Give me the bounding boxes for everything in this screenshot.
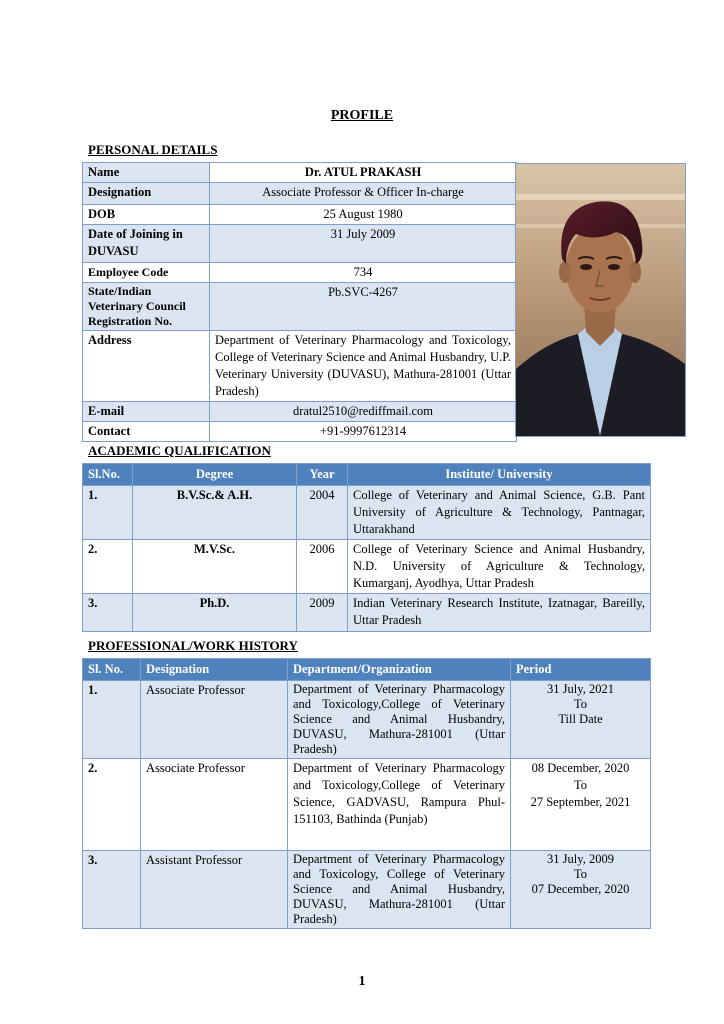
period-from: 08 December, 2020 xyxy=(531,761,630,775)
label-registration: State/Indian Veterinary Council Registration No. xyxy=(83,283,210,331)
academic-col-year: Year xyxy=(297,464,348,486)
personal-row-joining xyxy=(83,225,517,263)
label-email: E-mail xyxy=(83,402,210,422)
work-designation: Associate Professor xyxy=(141,681,288,759)
period-to: 07 December, 2020 xyxy=(531,882,630,896)
value-registration: Pb.SVC-4267 xyxy=(210,283,517,331)
academic-year: 2006 xyxy=(297,540,348,594)
page-title: PROFILE xyxy=(330,108,394,123)
work-period xyxy=(511,681,651,759)
profile-photo xyxy=(515,163,686,437)
personal-row-employee-code xyxy=(83,263,517,283)
academic-sl: 3. xyxy=(83,594,133,632)
value-designation: Associate Professor & Officer In-charge xyxy=(210,183,517,205)
work-col-designation: Designation xyxy=(141,659,288,681)
value-employee-code: 734 xyxy=(210,263,517,283)
personal-row-designation xyxy=(83,183,517,205)
personal-row-contact xyxy=(83,422,517,442)
work-col-department: Department/Organization xyxy=(288,659,511,681)
academic-degree: M.V.Sc. xyxy=(133,540,297,594)
page-number: 1 xyxy=(358,974,366,989)
academic-table xyxy=(82,463,651,632)
personal-row-email xyxy=(83,402,517,422)
personal-row-address xyxy=(83,331,517,402)
label-joining: Date of Joining in DUVASU xyxy=(83,225,210,263)
label-name: Name xyxy=(83,163,210,183)
work-period xyxy=(511,851,651,929)
work-sl: 3. xyxy=(83,851,141,929)
academic-institute: Indian Veterinary Research Institute, Izatnagar, Bareilly, Uttar Pradesh xyxy=(348,594,651,632)
period-from: 31 July, 2021 xyxy=(547,682,614,696)
work-col-period: Period xyxy=(511,659,651,681)
period-from: 31 July, 2009 xyxy=(547,852,614,866)
academic-row xyxy=(83,540,651,594)
label-dob: DOB xyxy=(83,205,210,225)
work-row xyxy=(83,759,651,851)
work-history-heading: PROFESSIONAL/WORK HISTORY xyxy=(88,638,298,653)
work-history-table xyxy=(82,658,651,929)
academic-degree: Ph.D. xyxy=(133,594,297,632)
academic-institute: College of Veterinary Science and Animal Husbandry, N.D. University of Agriculture & Technology, Kumarganj, Ayodhya, Uttar Pradesh xyxy=(348,540,651,594)
value-dob: 25 August 1980 xyxy=(210,205,517,225)
personal-details-table xyxy=(82,162,517,442)
academic-col-sl: Sl.No. xyxy=(83,464,133,486)
academic-sl: 1. xyxy=(83,486,133,540)
work-department: Department of Veterinary Pharmacology and Toxicology,College of Veterinary Science and Animal Husbandry, DUVASU, Mathura-281001 (Uttar Pradesh) xyxy=(288,681,511,759)
label-designation: Designation xyxy=(83,183,210,205)
academic-row xyxy=(83,486,651,540)
work-sl: 1. xyxy=(83,681,141,759)
value-joining: 31 July 2009 xyxy=(210,225,517,263)
value-contact: +91-9997612314 xyxy=(210,422,517,442)
value-address: Department of Veterinary Pharmacology and Toxicology, College of Veterinary Science and Animal Husbandry, U.P. Veterinary University (DUVASU), Mathura-281001 (Uttar Pradesh) xyxy=(210,331,517,402)
personal-row-registration xyxy=(83,283,517,331)
academic-year: 2004 xyxy=(297,486,348,540)
label-address: Address xyxy=(83,331,210,402)
work-department: Department of Veterinary Pharmacology and Toxicology,College of Veterinary Science, GADVASU, Rampura Phul-151103, Bathinda (Punjab) xyxy=(288,759,511,851)
work-designation: Assistant Professor xyxy=(141,851,288,929)
academic-header-row xyxy=(83,464,651,486)
work-sl: 2. xyxy=(83,759,141,851)
academic-degree: B.V.Sc.& A.H. xyxy=(133,486,297,540)
portrait-image xyxy=(516,164,685,436)
academic-col-institute: Institute/ University xyxy=(348,464,651,486)
academic-sl: 2. xyxy=(83,540,133,594)
value-email: dratul2510@rediffmail.com xyxy=(210,402,517,422)
label-contact: Contact xyxy=(83,422,210,442)
value-name: Dr. ATUL PRAKASH xyxy=(210,163,517,183)
personal-row-dob xyxy=(83,205,517,225)
academic-institute: College of Veterinary and Animal Science, G.B. Pant University of Agriculture & Technology, Pantnagar, Uttarakhand xyxy=(348,486,651,540)
period-to-word: To xyxy=(573,867,587,881)
work-row xyxy=(83,681,651,759)
label-employee-code: Employee Code xyxy=(83,263,210,283)
academic-heading: ACADEMIC QUALIFICATION xyxy=(88,443,271,458)
period-to-word: To xyxy=(573,778,587,792)
personal-row-name xyxy=(83,163,517,183)
period-to: Till Date xyxy=(558,712,603,726)
academic-year: 2009 xyxy=(297,594,348,632)
period-to-word: To xyxy=(573,697,587,711)
academic-row xyxy=(83,594,651,632)
work-col-sl: Sl. No. xyxy=(83,659,141,681)
work-department: Department of Veterinary Pharmacology and Toxicology, College of Veterinary Science and Animal Husbandry, DUVASU, Mathura-281001 (Uttar Pradesh) xyxy=(288,851,511,929)
work-designation: Associate Professor xyxy=(141,759,288,851)
work-header-row xyxy=(83,659,651,681)
academic-col-degree: Degree xyxy=(133,464,297,486)
work-period xyxy=(511,759,651,851)
work-row xyxy=(83,851,651,929)
period-to: 27 September, 2021 xyxy=(530,795,631,809)
personal-details-heading: PERSONAL DETAILS xyxy=(88,142,218,157)
